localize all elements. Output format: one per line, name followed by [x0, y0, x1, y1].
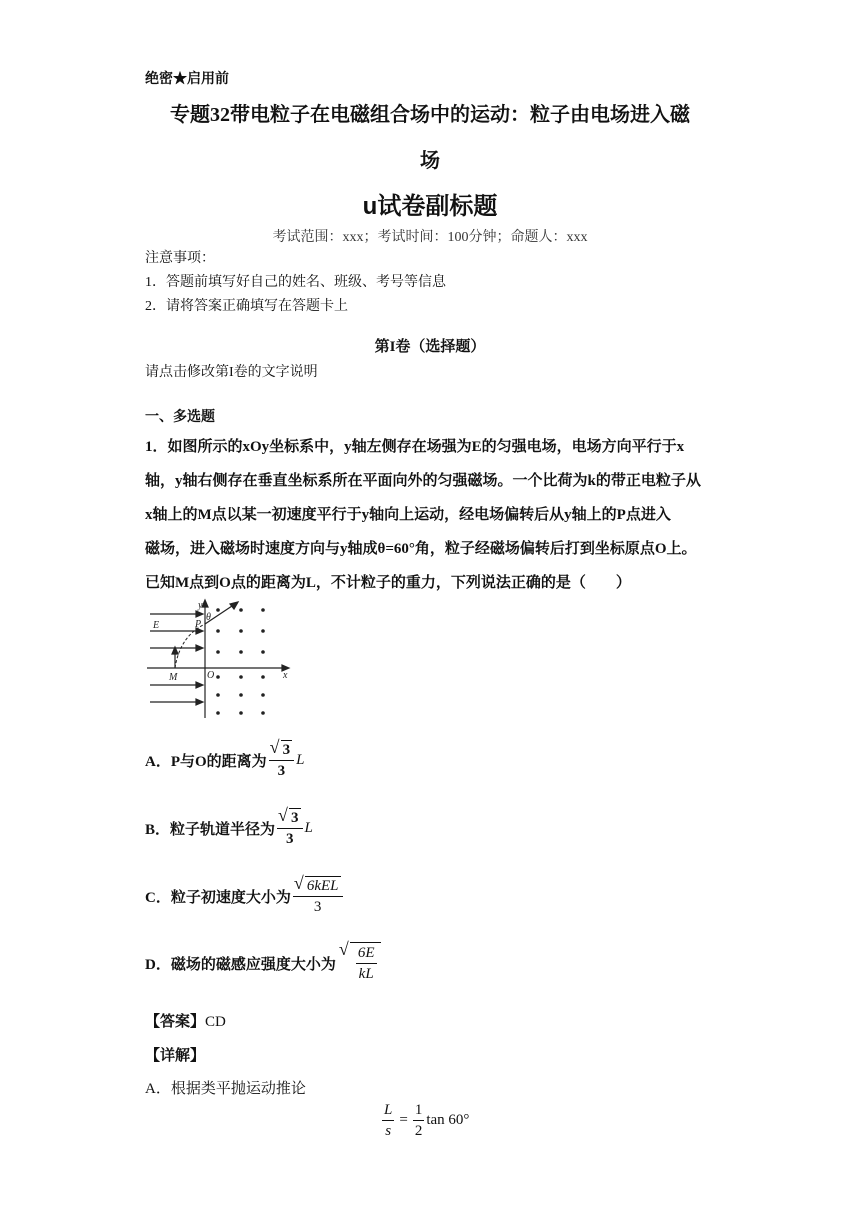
axis-label-y: y: [198, 600, 203, 611]
option-b-fraction: √ $\frac{3}{3}$: [277, 808, 303, 849]
origin-label: O: [207, 670, 215, 681]
option-a[interactable]: A．P与O的距离为 √ $\frac{3}{3}$ L: [145, 740, 305, 781]
section-desc: 请点击修改第I卷的文字说明: [145, 365, 318, 380]
section-title: 第I卷（选择题）: [374, 339, 486, 355]
question-type: 一、多选题: [145, 410, 215, 425]
question-line: 轴，y轴右侧存在垂直坐标系所在平面向外的匀强磁场。一个比荷为k的带正电粒子从: [145, 473, 701, 489]
option-c-fraction: √ $\frac{\text{6kEL}}{3}$: [293, 876, 343, 917]
detail-label: 【详解】: [145, 1048, 206, 1064]
field-label-e: E: [153, 620, 160, 631]
answer-line: 【答案】CD: [145, 1014, 226, 1030]
secret-label: 绝密★启用前: [145, 72, 229, 87]
note-item: 1．答题前填写好自己的姓名、班级、考号等信息: [145, 275, 446, 290]
formula: $\frac{L}{s}$ = $\frac{1}{2}$ tan 60°: [384, 1102, 470, 1139]
title-line-2: 场: [420, 150, 440, 172]
question-line: x轴上的M点以某一初速度平行于y轴向上运动，经电场偏转后从y轴上的P点进入: [145, 507, 671, 523]
note-item: 2．请将答案正确填写在答题卡上: [145, 299, 348, 314]
subtitle: u试卷副标题: [362, 193, 498, 220]
option-d-root: √ $\frac{6E}{kL}$: [350, 942, 381, 984]
point-label-m: M: [169, 672, 178, 683]
question-line: 1．如图所示的xOy坐标系中，y轴左侧存在场强为E的匀强电场，电场方向平行于x: [145, 439, 685, 455]
exam-info: 考试范围：xxx；考试时间：100分钟；命题人：xxx: [272, 230, 588, 245]
angle-label: θ: [206, 612, 211, 623]
question-line: 已知M点到O点的距离为L，不计粒子的重力，下列说法正确的是（ ）: [145, 575, 631, 591]
option-c[interactable]: C．粒子初速度大小为 √ $\frac{\text{6kEL}}{3}$: [145, 876, 345, 917]
option-b[interactable]: B．粒子轨道半径为 √ $\frac{3}{3}$ L: [145, 808, 313, 849]
option-a-fraction: √ $\frac{3}{3}$: [269, 740, 295, 781]
point-label-p: P: [195, 619, 202, 630]
axis-label-x: x: [283, 670, 288, 681]
option-d[interactable]: D．磁场的磁感应强度大小为 √ $\frac{6E}{kL}$: [145, 942, 381, 984]
question-line: 磁场，进入磁场时速度方向与y轴成θ=60°角，粒子经磁场偏转后打到坐标原点O上。: [145, 541, 697, 557]
notes-heading: 注意事项：: [145, 251, 215, 266]
field-diagram: [145, 598, 295, 723]
detail-line-a: A．根据类平抛运动推论: [145, 1081, 306, 1097]
title-line-1: 专题32带电粒子在电磁组合场中的运动：粒子由电场进入磁: [170, 104, 690, 126]
